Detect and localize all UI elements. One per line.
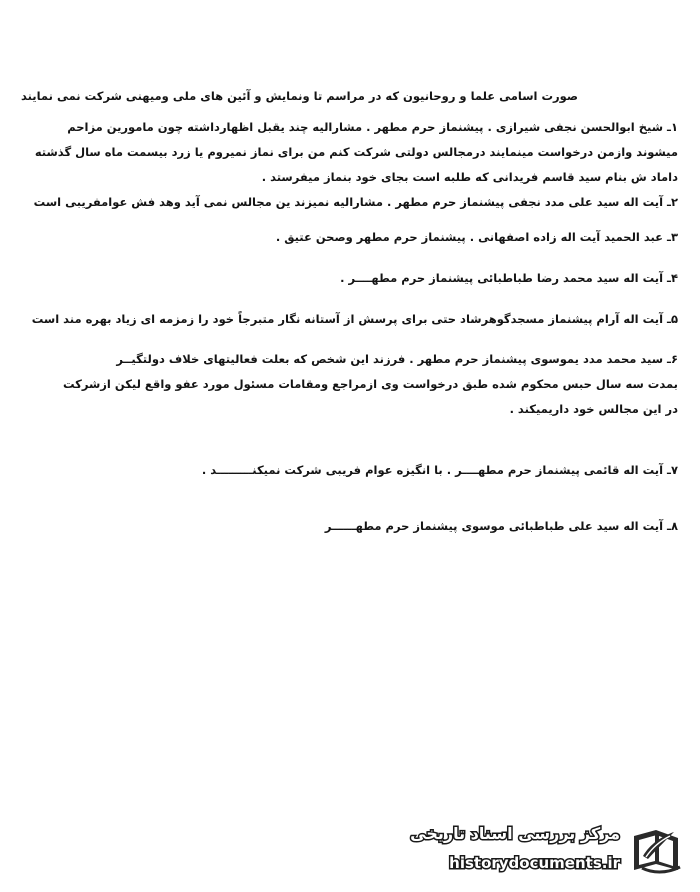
list-item-line: ۶ـ سید محمد مدد یموسوی پیشنماز حرم مطهر . فرزند این شخص که بعلت فعالیتهای خلاف دولتگیــر (116, 352, 678, 366)
book-feather-icon (628, 826, 686, 878)
list-item-7 (14, 458, 678, 483)
list-item-5 (14, 307, 678, 332)
watermark-url: historydocuments.ir (449, 854, 620, 872)
document-heading: صورت اسامی علما و روحانیون که در مراسم تا ونمایش و آئین های ملی ومیهنی شرکت نمی نمایند (20, 89, 578, 103)
list-item-line: در این مجالس خود داریمیکند . (509, 402, 678, 416)
list-item-3 (14, 225, 678, 250)
list-item-line: ۵ـ آیت اله آرام پیشنماز مسجدگوهرشاد حتی برای پرسش از آستانه نگار متبرجاً خود را زمزمه ای زیاد بهره مند است (31, 312, 678, 326)
watermark (396, 822, 686, 880)
list-item-2 (14, 190, 678, 215)
list-item-line: ۲ـ آیت اله سید علی مدد نجفی پیشنماز حرم مطهر . مشارالیه نمیزند ین مجالس نمی آید وهد فش عوامفریبی است (33, 195, 678, 209)
list-item-line: ۸ـ آیت اله سید علی طباطبائی موسوی پیشنماز حرم مطهــــــر (324, 519, 678, 533)
list-item-line: بمدت سه سال حبس محکوم شده طبق درخواست وی ازمراجع ومقامات مسئول مورد عفو واقع لیکن ازشرکت (62, 377, 678, 391)
list-item-1 (14, 115, 678, 190)
list-item-line: داماد ش بنام سید قاسم فریدانی که طلبه است بجای خود بنماز میفرستد . (261, 170, 678, 184)
list-item-6 (14, 347, 678, 422)
list-item-line: ۳ـ عبد الحمید آیت اله زاده اصفهانی . پیشنماز حرم مطهر وصحن عتیق . (275, 230, 678, 244)
watermark-title: مرکز بررسی اسناد تاریخی (410, 824, 620, 843)
list-item-8 (14, 514, 678, 539)
list-item-line: میشوند وازمن درخواست مینمایند درمجالس دولتی شرکت کنم من برای نماز نمیروم یا زرد بیسمت ماه سال گذشته (34, 145, 678, 159)
list-item-line: ۴ـ آیت اله سید محمد رضا طباطبائی پیشنماز حرم مطهــــر . (340, 271, 678, 285)
list-item-4 (14, 266, 678, 291)
document-body (14, 84, 678, 539)
list-item-line: ۷ـ آیت اله قائمی پیشنماز حرم مطهــــر . با انگیزه عوام فریبی شرکت نمیکنـــــــــد . (201, 463, 678, 477)
list-item-line: ۱ـ شیخ ابوالحسن نجفی شیرازی . پیشنماز حرم مطهر . مشارالیه چند یقبل اظهارداشته چون مامورین مزاحم (67, 120, 678, 134)
